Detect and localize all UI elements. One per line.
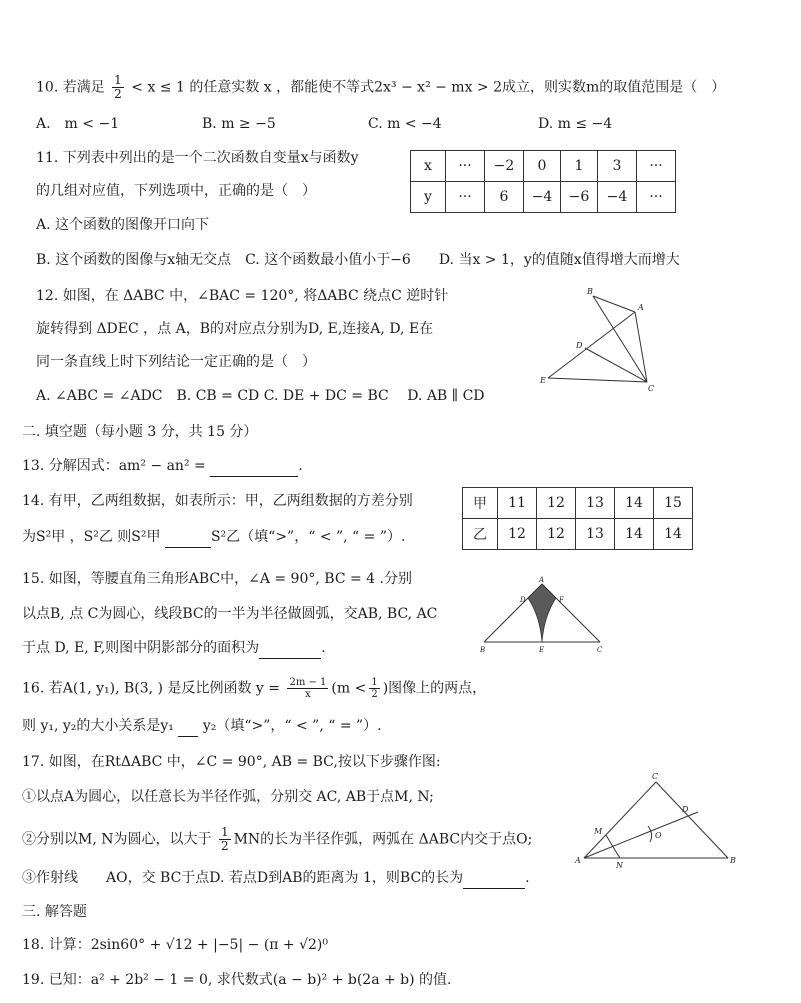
figure-label: M [594, 827, 603, 836]
table-row-y: y ··· 6 −4 −6 −4 ··· [411, 182, 676, 213]
answer-blank[interactable] [178, 716, 198, 737]
q11-line1: 11. 下列表中列出的是一个二次函数自变量x与函数y [36, 150, 359, 166]
q18-line: 18. 计算：2sin60° + √12 + |−5| − (π + √2)⁰ [22, 937, 329, 953]
figure-label: N [616, 861, 623, 870]
q16-fraction-2: $\frac{1}{2}$ [371, 677, 378, 700]
q14-line1: 14. 有甲，乙两组数据，如表所示：甲，乙两组数据的方差分别 [22, 493, 413, 509]
q17-step3: ③作射线 AO，交 BC于点D. 若点D到AB的距离为 1，则BC的长为 . [22, 868, 530, 889]
q17-step2: ②分别以M, N为圆心，以大于 $\frac{1}{2}$ MN的长为半径作弧，两弧在 ΔABC内交于点O; [22, 825, 533, 853]
figure-label: A [575, 856, 581, 865]
q14-data-table [462, 487, 693, 550]
q15-line1: 15. 如图，等腰直角三角形ABC中，∠A = 90°, BC = 4 .分别 [22, 571, 412, 587]
q10-option-b: B. m ≥ −5 [202, 116, 276, 132]
q11-options-bcd: B. 这个函数的图像与x轴无交点 C. 这个函数最小值小于−6 D. 当x > 1，y的值随x值得增大而增大 [36, 252, 680, 268]
q16-line2: 则 y₁, y₂的大小关系是y₁ y₂（填“>”，“ < ”, “ = ”）. [22, 716, 382, 737]
q17-fraction: $\frac{1}{2}$ [220, 825, 229, 853]
figure-label: C [597, 646, 603, 654]
q15-line2: 以点B, 点 C为圆心，线段BC的一半为半径做圆弧，交AB, BC, AC [22, 606, 438, 622]
table-row-x: x ··· −2 0 1 3 ··· [411, 151, 676, 182]
figure-label: E [539, 646, 545, 654]
q14-line2: 为S²甲 ，S²乙 则S²甲 S²乙（填“>”，“ < ”, “ = ”）. [22, 527, 405, 548]
answer-blank[interactable] [463, 868, 525, 889]
figure-label: B [480, 646, 486, 654]
q12-line2: 旋转得到 ΔDEC ，点 A，B的对应点分别为D, E,连接A, D, E在 [36, 321, 434, 337]
q19-line: 19. 已知：a² + 2b² − 1 = 0, 求代数式(a − b)² + b(2a + b) 的值. [22, 972, 452, 988]
figure-label: A [539, 576, 545, 584]
q11-line2: 的几组对应值，下列选项中，正确的是（ ） [36, 183, 316, 199]
q10-option-a: A. m < −1 [36, 116, 120, 132]
q12-options: A. ∠ABC = ∠ADC B. CB = CD C. DE + DC = BC D. AB ∥ CD [36, 388, 485, 404]
q17-step1: ①以点A为圆心，以任意长为半径作弧，分别交 AC, AB于点M, N; [22, 789, 434, 805]
figure-label: C [652, 772, 659, 781]
figure-label: O [655, 831, 662, 840]
q10-option-d: D. m ≤ −4 [538, 116, 613, 132]
q12-line1: 12. 如图，在 ΔABC 中，∠BAC = 120°, 将ΔABC 绕点C 逆时针 [36, 288, 449, 304]
q17-line1: 17. 如图，在RtΔABC 中，∠C = 90°, AB = BC,按以下步骤作图: [22, 754, 441, 770]
q15-line3: 于点 D, E, F,则图中阴影部分的面积为 . [22, 638, 326, 659]
section-2-title: 二. 填空题（每小题 3 分，共 15 分） [22, 424, 258, 440]
figure-label: D [520, 596, 526, 604]
q12-rotation-figure [535, 285, 685, 395]
q10-option-c: C. m < −4 [368, 116, 442, 132]
table-row-yi: 乙 12 12 13 14 14 [463, 519, 693, 550]
figure-label: B [587, 287, 593, 296]
figure-label: C [648, 384, 655, 393]
figure-label: D [682, 805, 689, 814]
figure-label: F [559, 596, 564, 604]
answer-blank[interactable] [165, 527, 211, 548]
table-row-jia: 甲 11 12 13 14 15 [463, 488, 693, 519]
q16-line1: 16. 若A(1, y₁), B(3, ) 是反比例函数 y = $\frac{2m - 1}{x}$ (m < $\frac{1}{2}$ )图像上的两点， [22, 677, 487, 700]
answer-blank[interactable] [210, 456, 298, 477]
figure-label: B [730, 856, 736, 865]
q11-value-table [410, 150, 676, 213]
shaded-region [528, 584, 556, 642]
q11-option-a: A. 这个函数的图像开口向下 [36, 217, 210, 233]
figure-label: D [576, 341, 583, 350]
answer-blank[interactable] [259, 638, 321, 659]
q12-line3: 同一条直线上时下列结论一定正确的是（ ） [36, 354, 316, 370]
q13-line: 13. 分解因式：am² − an² = . [22, 456, 303, 477]
q15-triangle-figure [476, 574, 606, 656]
q10-fraction: $\frac{1}{2}$ [114, 73, 122, 101]
q10-stem: 10. 若满足 $\frac{1}{2}$ < x ≤ 1 的任意实数 x ，都能使不等式2x³ − x² − mx > 2成立，则实数m的取值范围是（ ） [36, 73, 726, 101]
q17-construction-figure [570, 770, 745, 870]
figure-label: A [638, 303, 644, 312]
figure-label: E [540, 376, 546, 385]
q16-fraction-1: $\frac{2m - 1}{x}$ [289, 677, 327, 700]
section-3-title: 三. 解答题 [22, 904, 87, 920]
